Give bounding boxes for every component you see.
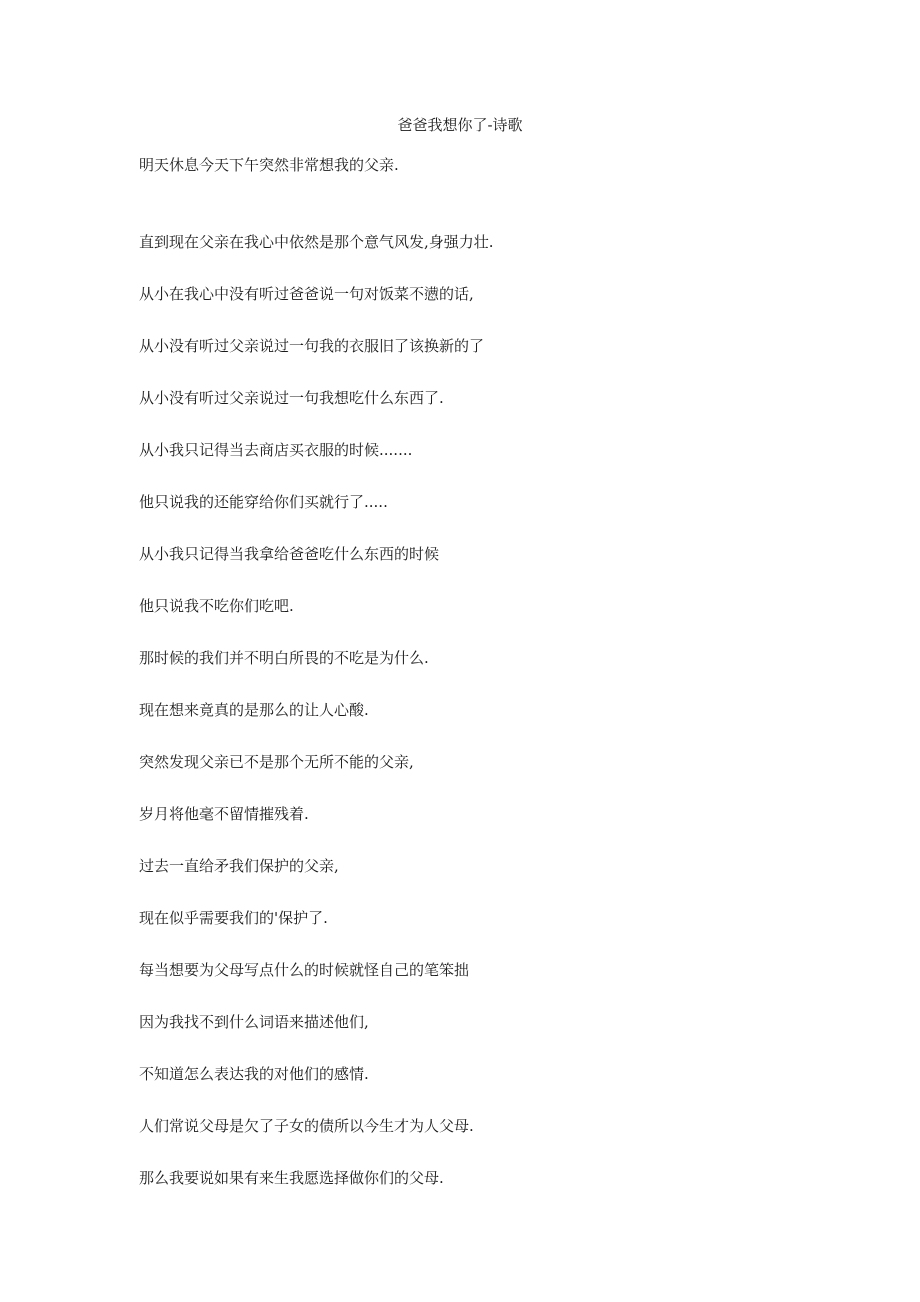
poem-line: 从小没有听过父亲说过一句我的衣服旧了该换新的了 <box>139 337 485 355</box>
poem-line: 现在想来竟真的是那么的让人心酸. <box>139 701 369 719</box>
poem-line: 从小我只记得当去商店买衣服的时候....... <box>139 441 413 459</box>
poem-line: 突然发现父亲已不是那个无所不能的父亲, <box>139 753 414 771</box>
poem-line: 他只说我的还能穿给你们买就行了..... <box>139 493 388 511</box>
poem-line: 岁月将他毫不留情摧残着. <box>139 805 309 823</box>
poem-line: 每当想要为父母写点什么的时候就怪自己的笔笨拙 <box>139 961 470 979</box>
page-title: 爸爸我想你了-诗歌 <box>397 116 523 134</box>
poem-line: 因为我找不到什么词语来描述他们, <box>139 1013 369 1031</box>
poem-line: 他只说我不吃你们吃吧. <box>139 597 294 615</box>
poem-line: 过去一直给矛我们保护的父亲, <box>139 857 339 875</box>
poem-line: 现在似乎需要我们的'保护了. <box>139 909 328 927</box>
poem-line: 从小没有听过父亲说过一句我想吃什么东西了. <box>139 389 444 407</box>
poem-line: 那时候的我们并不明白所畏的不吃是为什么. <box>139 649 429 667</box>
poem-line: 那么我要说如果有来生我愿选择做你们的父母. <box>139 1169 444 1187</box>
poem-line: 人们常说父母是欠了子女的债所以今生才为人父母. <box>139 1117 474 1135</box>
poem-line: 明天休息今天下午突然非常想我的父亲. <box>139 156 399 174</box>
poem-line: 从小我只记得当我拿给爸爸吃什么东西的时候 <box>139 545 440 563</box>
poem-line: 直到现在父亲在我心中依然是那个意气风发,身强力壮. <box>139 233 494 251</box>
poem-line: 从小在我心中没有听过爸爸说一句对饭菜不懑的话, <box>139 285 474 303</box>
poem-line: 不知道怎么表达我的对他们的感情. <box>139 1065 369 1083</box>
